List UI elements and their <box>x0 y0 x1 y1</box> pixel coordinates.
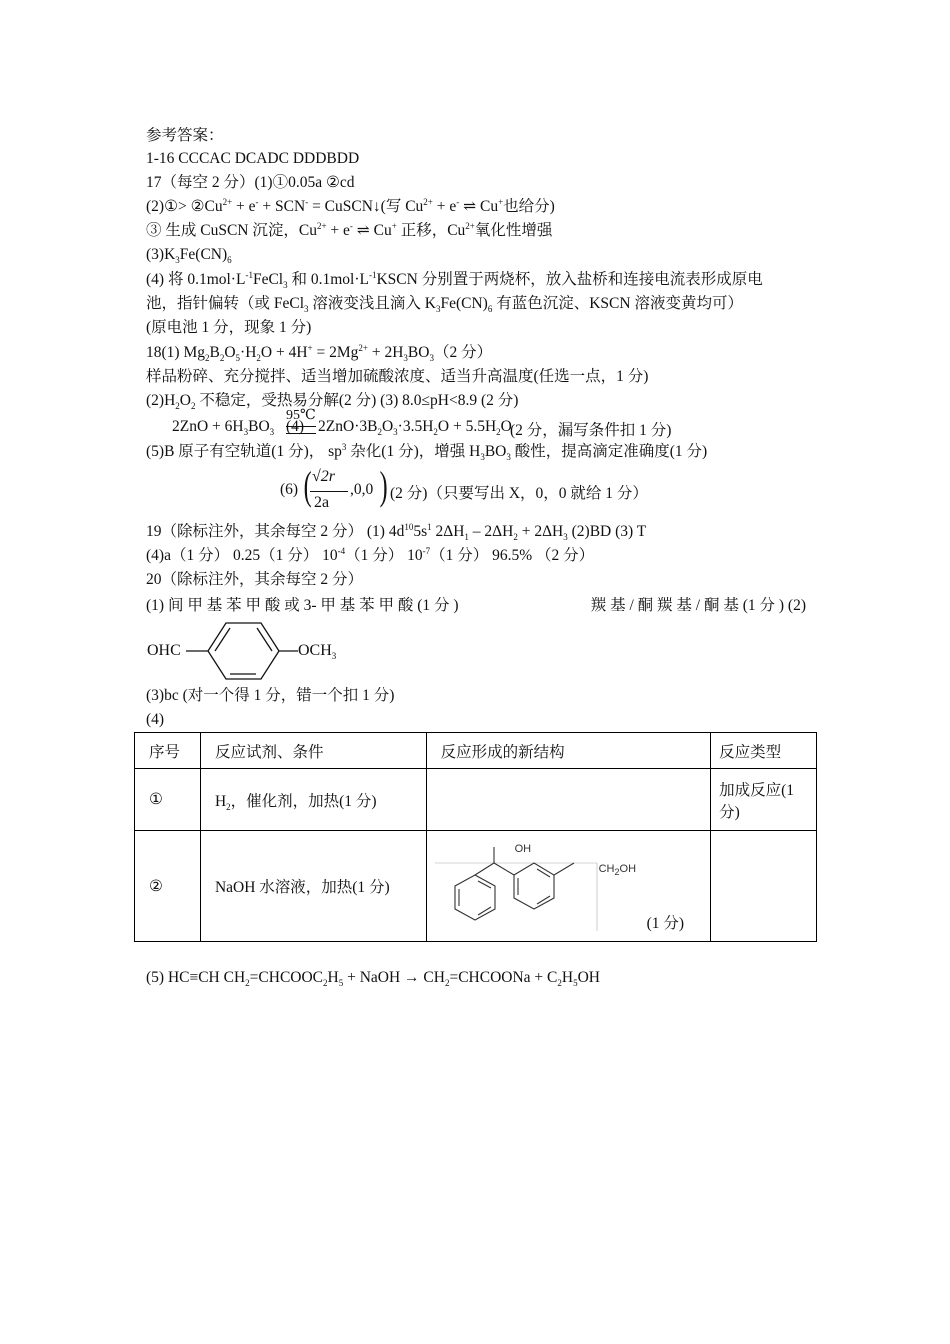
q18-part6-label: (6) <box>280 481 299 498</box>
q20-header: 20（除标注外，其余每空 2 分） <box>146 571 364 588</box>
reaction-table <box>134 732 817 942</box>
mol-right-group: $OCH_3$ <box>298 642 337 662</box>
benzene-ring-structure <box>186 620 298 686</box>
q20-line1: (1) 间 甲 基 苯 甲 酸 或 3- 甲 基 苯 甲 酸 (1 分 ) 羰 基 / 酮 羰 基 / 酮 基 (1 分 ) (2) <box>146 597 806 614</box>
mc-answers: 1-16 CCCAC DCADC DDDBDD <box>146 150 360 167</box>
row1-type: 加成反应(1 分) <box>711 769 817 831</box>
q17-line4: $(3)K_3Fe(CN)_6$ <box>146 246 232 266</box>
q20-line3: (3)bc (对一个得 1 分，错一个扣 1 分) <box>146 687 395 704</box>
left-paren: ( <box>303 463 312 508</box>
right-paren: ) <box>379 463 388 508</box>
q18-line3: $(2)H_2O_2$ 不稳定，受热易分解(2 分) (3) 8.0≤pH<8.9 (2 分) <box>146 392 519 412</box>
header-structure: 反应形成的新结构 <box>426 733 711 769</box>
header-type: 反应类型 <box>711 733 817 769</box>
q19-line2: (4)a（1 分） 0.25（1 分） $10^{-4}(1$ 分） $10^{-7}(1$ 分） 96.5% （2 分） <box>146 545 595 564</box>
fraction-bar <box>310 491 348 492</box>
q18-line5: (5)B 原子有空轨道(1 分)， $sp^3$ 杂化(1 分)，增强 $H_3BO_3$ 酸性，提高滴定准确度(1 分) <box>146 441 708 463</box>
q18-part6-note: (2 分)（只要写出 X，0，0 就给 1 分） <box>390 485 648 502</box>
fraction-numerator: √2r <box>312 468 336 485</box>
q18-equation: $2ZnO + 6H_3BO_3$ $2ZnO\cdot 3B_2O_3\cdot 3.5H_2O + 5.5H_2O$ <box>172 418 512 438</box>
ch2oh-label: $CH_2OH$ <box>598 863 637 878</box>
coordinate-tail: ,0,0 <box>350 481 374 498</box>
q19-line1: 19（除标注外，其余每空 2 分） (1) $4d^{10}5s^1$ $2\Delta H_1 - 2\Delta H_2 + 2\Delta H_3$ (2)BD (3) T <box>146 521 647 543</box>
table-header-row <box>135 733 817 769</box>
row2-no: ② <box>135 831 201 942</box>
q17-line5: (4) 将 $0.1mol\cdot L^{-1}FeCl_3$ 和 $0.1mol\cdot L^{-1}KSCN$ 分别置于两烧杯，放入盐桥和连接电流表形成原电 <box>146 269 763 291</box>
q17-line2: (2)①> $②Cu^{2+} + e^- + SCN^-$ = CuSCN↓(写 $Cu^{2+} + e^-$ ⇌ Cu+也给分) <box>146 196 555 215</box>
table-row <box>135 831 817 942</box>
q18-equation-note: (2 分，漏写条件扣 1 分) <box>510 422 672 439</box>
row1-reagent: $H_2$，催化剂，加热(1 分) <box>200 769 426 831</box>
row2-reagent: NaOH 水溶液，加热(1 分) <box>200 831 426 942</box>
oh-label: OH <box>514 843 532 856</box>
fraction-denominator: 2a <box>314 494 330 511</box>
q17-line3: ③ 生成 CuSCN 沉淀，$Cu^{2+} + e^-$ ⇌ Cu+ 正移，$Cu^{2+}$氧化性增强 <box>146 220 553 239</box>
table-row <box>135 769 817 831</box>
q20-line4: (4) <box>146 711 165 728</box>
row2-structure <box>426 831 711 942</box>
q18-part4-label: (4) <box>286 418 305 435</box>
reaction-condition: 95℃ <box>286 408 316 423</box>
row2-structure-score: (1 分) <box>646 915 685 933</box>
q17-line6: 池，指针偏转（或 FeCl$_3$ 溶液变浅且滴入 $K_3Fe(CN)_6$ 有蓝色沉淀、KSCN 溶液变黄均可） <box>146 295 743 315</box>
row1-structure <box>426 769 711 831</box>
q18-line2: 样品粉碎、充分搅拌、适当增加硫酸浓度、适当升高温度(任选一点，1 分) <box>146 368 649 385</box>
header-no: 序号 <box>135 733 201 769</box>
header-reagent: 反应试剂、条件 <box>200 733 426 769</box>
answer-heading: 参考答案： <box>146 127 224 144</box>
q17-line7: (原电池 1 分，现象 1 分) <box>146 319 312 336</box>
mol-left-group: OHC <box>147 642 181 659</box>
q20-line5: (5) HC≡CH $CH_2=CHCOOC_2H_5$ + NaOH → $CH_2=CHCOONa + C_2H_5OH$ <box>146 969 600 989</box>
q18-line1: 18(1) $Mg_2B_2O_5\cdot H_2O + 4H^+ = 2Mg^{2+} + 2H_3BO_3(2$ 分） <box>146 342 493 364</box>
q17-line1: 17（每空 2 分）(1)①0.05a ②cd <box>146 174 355 191</box>
row1-no: ① <box>135 769 201 831</box>
row2-type <box>711 831 817 942</box>
